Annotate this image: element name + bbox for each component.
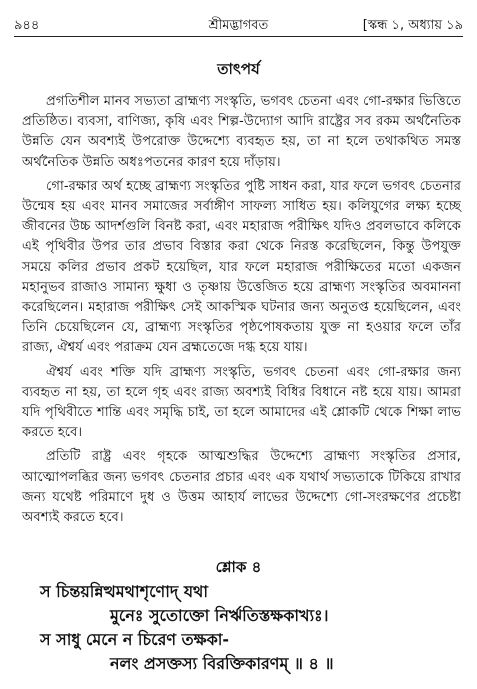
page-number: ৯৪৪ [14, 18, 40, 33]
section-title: তাৎপর্য [217, 60, 260, 78]
verse-line: নলং প্রসক্তস্য বিরক্তিকারণম্ ॥ ৪ ॥ [110, 654, 334, 673]
verse-block [40, 580, 334, 676]
verse-line: স চিন্তয়ন্নিত্থমথাশৃণোদ্ যথা [40, 582, 209, 601]
paragraph: গো-রক্ষার অর্থ হচ্ছে ব্রাহ্মণ্য সংস্কৃতির পুষ্টি সাধন করা, যার ফলে ভগবৎ চেতনার উন্মেষ হয় এবং মানব সমাজের সর্বাঙ্গীণ সাফল্য সাধিত হয়। কলিযুগের লক্ষ্য হচ্ছে জীবনের উচ্চ আদর্শগুলি বিনষ্ট করা, এবং মহারাজ পরীক্ষিৎ যদিও প্রবলভাবে কলিকে এই পৃথিবীর উপর তার প্রভাব বিস্তার করা থেকে নিরস্ত করেছিলেন, কিন্তু উপযুক্ত সময়ে কলির প্রভাব প্রকট হয়েছিল, যার ফলে মহারাজ পরীক্ষিতের মতো একজন মহানুভব রাজাও সামান্য ক্ষুধা ও তৃষ্ণায় উত্তেজিত হয়ে ব্রাহ্মণ্য সংস্কৃতির অবমাননা করেছিলেন। মহারাজ পরীক্ষিৎ সেই আকস্মিক ঘটনার জন্য অনুতপ্ত হয়েছিলেন, এবং তিনি চেয়েছিলেন যে, ব্রাহ্মণ্য সংস্কৃতির পৃষ্ঠপোষকতায় যুক্ত না হওয়ার ফলে তাঁর রাজ্য, ঐশ্বর্য এবং পরাক্রম যেন ব্রহ্মতেজে দগ্ধ হয়ে যায়। [22, 178, 461, 356]
running-title: শ্রীমদ্ভাগবত [208, 18, 269, 33]
paragraph: ঐশ্বর্য এবং শক্তি যদি ব্রাহ্মণ্য সংস্কৃতি, ভগবৎ চেতনা এবং গো-রক্ষার জন্য ব্যবহৃত না হয়, তা হলে গৃহ এবং রাজ্য অবশ্যই বিধির বিধানে নষ্ট হয়ে যায়। আমরা যদি পৃথিবীতে শান্তি এবং সমৃদ্ধি চাই, তা হলে আমাদের এই শ্লোকটি থেকে শিক্ষা লাভ করতে হবে। [22, 364, 461, 441]
verse-line: মুনেঃ সুতোক্তো নির্ঋতিস্তক্ষকাখ্যঃ। [110, 606, 329, 625]
verse-heading: শ্লোক ৪ [215, 558, 262, 576]
paragraph: প্রগতিশীল মানব সভ্যতা ব্রাহ্মণ্য সংস্কৃতি, ভগবৎ চেতনা এবং গো-রক্ষার ভিত্তিতে প্রতিষ্ঠিত। ব্যবসা, বাণিজ্য, কৃষি এবং শিল্প-উদ্যোগ আদি রাষ্ট্রের সব রকম অর্থনৈতিক উন্নতি যেন অবশ্যই উপরোক্ত উদ্দেশ্যে ব্যবহৃত হয়, তা না হলে তথাকথিত সমস্ত অর্থনৈতিক উন্নতি অধঃপতনের কারণ হয়ে দাঁড়ায়। [22, 94, 461, 170]
chapter-reference: [স্কন্ধ ১, অধ্যায় ১৯ [362, 18, 463, 33]
paragraph: প্রতিটি রাষ্ট্র এবং গৃহকে আত্মশুদ্ধির উদ্দেশ্যে ব্রাহ্মণ্য সংস্কৃতির প্রসার, আত্মোপলব্ধির জন্য ভগবৎ চেতনার প্রচার এবং এক যথার্থ সভ্যতাকে টিকিয়ে রাখার জন্য যথেষ্ট পরিমাণে দুধ ও উত্তম আহার্য লাভের উদ্দেশ্যে গো-সংরক্ষণের প্রচেষ্টা অবশ্যই করতে হবে। [22, 449, 461, 526]
purport-body [22, 92, 461, 532]
header-divider [14, 36, 463, 37]
page-header [14, 16, 463, 38]
verse-line: স সাধু মেনে ন চিরেণ তক্ষকা- [40, 630, 230, 649]
